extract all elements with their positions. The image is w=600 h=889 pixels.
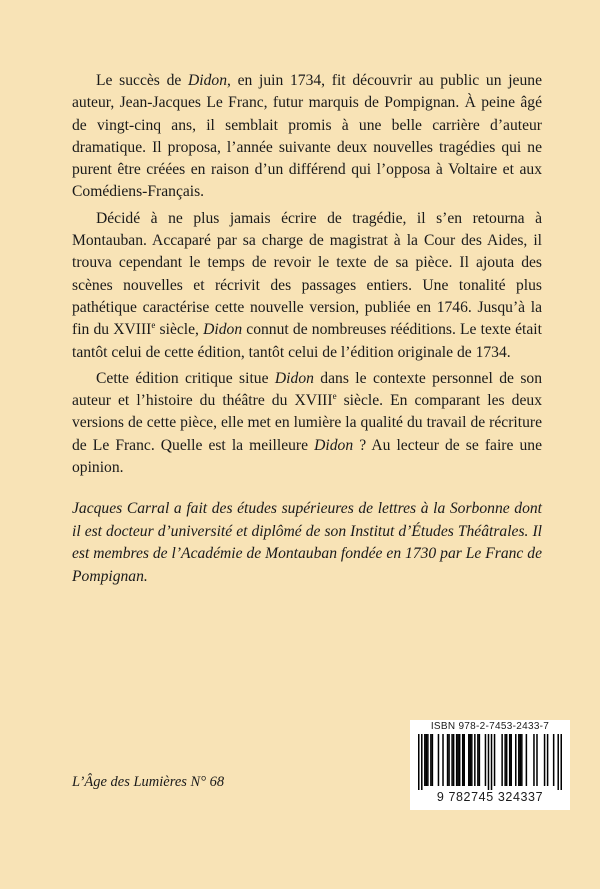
barcode-bar bbox=[536, 734, 538, 786]
author-bio: Jacques Carral a fait des études supérieures de lettres à la Sorbonne dont il est docteur d’université et diplômé de son Institut d’Études Théâtrales. Il est membres de l’Académie de Montauban fondée en 1730 par Le Franc de Pompignan. bbox=[72, 500, 542, 585]
text-run: Décidé à ne plus jamais écrire de tragédie, il s’en retourna à Montauban. Accaparé par sa charge de magistrat à la Cour des Aides, il trouva cependant le temps de revoir le texte de sa pièce. Il ajouta des scènes nouvelles et récrivit des passages entiers. Une tonalité plus pathétique caractérise cette nouvelle version, publiée en 1746. Jusqu’à la fin du XVIII bbox=[72, 209, 542, 339]
barcode-bar bbox=[462, 734, 464, 786]
barcode-bar bbox=[471, 734, 473, 786]
barcode-bar bbox=[509, 734, 511, 786]
text-run: , en juin 1734, fit découvrir au public un jeune auteur, Jean-Jacques Le Franc, futur marquis de Pompignan. À peine âgé de vingt-cinq ans, il semblait promis à une belle carrière d’auteur dramatique. Il proposa, l’année suivante deux nouvelles tragédies qui ne purent être créées en raison d’un différend qui l’opposa à Voltaire et aux Comédiens-Français. bbox=[72, 72, 542, 201]
barcode-bar bbox=[479, 734, 481, 786]
barcode-bar bbox=[557, 734, 559, 790]
blurb bbox=[72, 70, 542, 483]
barcode-bar bbox=[488, 734, 490, 790]
barcode-bar bbox=[470, 734, 472, 786]
barcode-bar bbox=[432, 734, 434, 786]
text-run: e bbox=[151, 320, 156, 331]
barcode-bar bbox=[553, 734, 555, 786]
barcode-bar bbox=[533, 734, 535, 786]
barcode-bar bbox=[448, 734, 450, 786]
barcode-bar bbox=[520, 734, 522, 786]
text-run: Didon bbox=[274, 369, 314, 387]
barcode-bar bbox=[447, 734, 449, 786]
isbn-label: ISBN 978-2-7453-2433-7 bbox=[430, 721, 550, 732]
barcode bbox=[410, 720, 570, 810]
barcode-bar bbox=[494, 734, 496, 786]
barcode-bar bbox=[456, 734, 458, 786]
barcode-bar bbox=[510, 734, 512, 786]
ean-digits: 9 782745 324337 bbox=[436, 790, 544, 804]
text-run: dans le contexte personnel de son auteur et l’histoire du théâtre du XVIII bbox=[72, 369, 542, 410]
barcode-bar bbox=[485, 734, 487, 786]
barcode-bar bbox=[501, 734, 503, 786]
barcode-bar bbox=[491, 734, 493, 790]
blurb-paragraph-2 bbox=[72, 208, 542, 364]
barcode-bar bbox=[474, 734, 476, 786]
barcode-bar bbox=[442, 734, 444, 786]
barcode-bar bbox=[526, 734, 528, 786]
barcode-bar bbox=[506, 734, 508, 786]
barcode-bar bbox=[430, 734, 432, 786]
barcode-bar bbox=[418, 734, 420, 790]
barcode-bar bbox=[547, 734, 549, 786]
barcode-bar bbox=[477, 734, 479, 786]
barcode-bar bbox=[515, 734, 517, 786]
text-run: Didon bbox=[314, 436, 354, 454]
text-run: Didon bbox=[203, 321, 243, 339]
text-run: e bbox=[332, 390, 337, 401]
blurb-paragraph-3 bbox=[72, 368, 542, 479]
barcode-bar bbox=[463, 734, 465, 786]
barcode-bar bbox=[451, 734, 453, 786]
barcode-bar bbox=[426, 734, 428, 786]
blurb-paragraph-1 bbox=[72, 70, 542, 204]
barcode-bar bbox=[438, 734, 440, 786]
text-run: Didon bbox=[188, 72, 227, 89]
barcode-bar bbox=[521, 734, 523, 786]
barcode-bars bbox=[418, 734, 562, 790]
text-run: Cette édition critique situe bbox=[96, 369, 275, 387]
barcode-bar bbox=[518, 734, 520, 786]
barcode-bar bbox=[560, 734, 562, 790]
text-run: siècle, bbox=[155, 321, 204, 339]
barcode-bar bbox=[468, 734, 470, 786]
text-run: siècle. En comparant les deux versions de cette pièce, elle met en lumière la qualité du travail de récriture de Le Franc. Quelle est la meilleure bbox=[72, 392, 542, 454]
barcode-bar bbox=[457, 734, 459, 786]
barcode-bar bbox=[453, 734, 455, 786]
series-label: L’Âge des Lumières N° 68 bbox=[72, 774, 225, 790]
barcode-bar bbox=[459, 734, 461, 786]
text-run: connut de nombreuses rééditions. Le texte était tantôt celui de cette édition, tantôt celui de l’édition originale de 1734. bbox=[72, 321, 542, 361]
barcode-bar bbox=[427, 734, 429, 786]
text-run: ? Au lecteur de se faire une opinion. bbox=[72, 436, 542, 477]
barcode-bar bbox=[421, 734, 423, 790]
barcode-bar bbox=[544, 734, 546, 786]
barcode-bar bbox=[424, 734, 426, 786]
barcode-bar bbox=[504, 734, 506, 786]
text-run: Le succès de bbox=[96, 72, 188, 89]
